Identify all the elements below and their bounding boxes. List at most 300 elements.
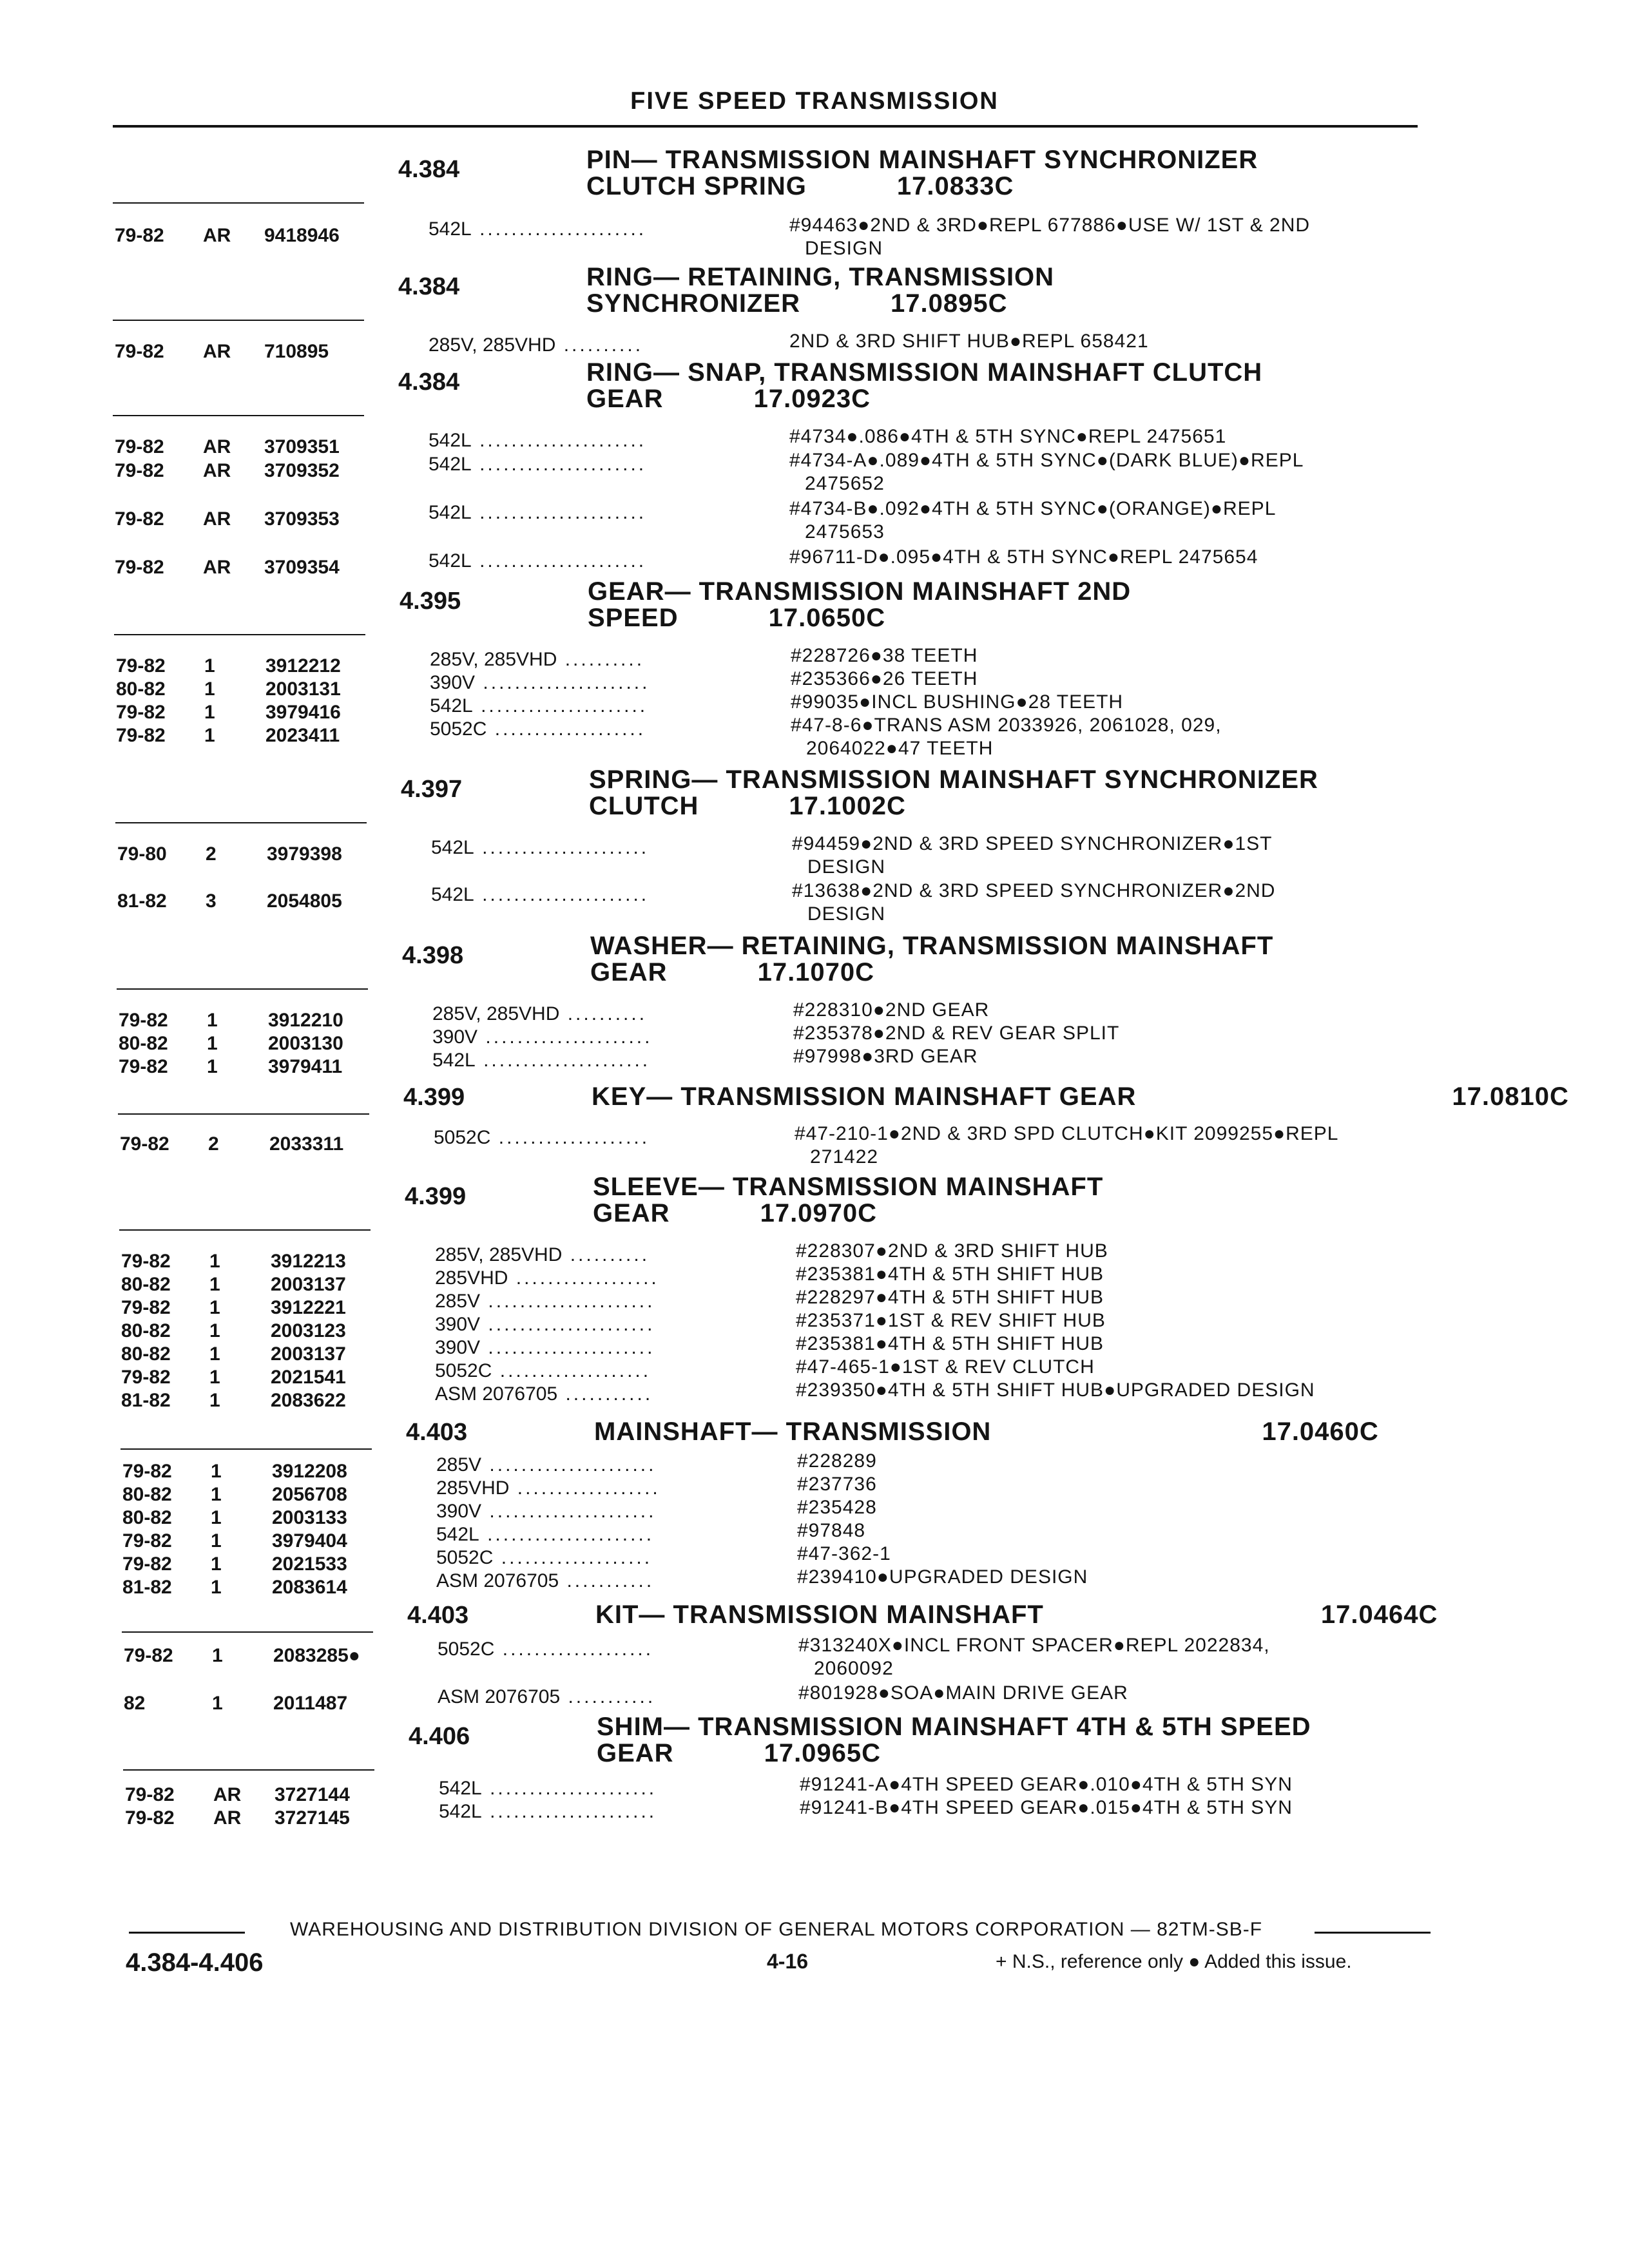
row-models-text: 5052C [434, 1127, 491, 1148]
section-title [595, 1602, 1438, 1628]
section-title-line: SPRING— TRANSMISSION MAINSHAFT SYNCHRONIZER [589, 765, 1318, 794]
row-years: 79-82 [121, 1297, 171, 1318]
row-models-text: 542L [430, 695, 473, 716]
description-line: #94459●2ND & 3RD SPEED SYNCHRONIZER●1ST [792, 833, 1273, 854]
row-description [798, 1634, 1270, 1680]
row-years: 79-82 [122, 1553, 172, 1575]
footer-rule-left [129, 1932, 245, 1934]
row-years: 79-82 [125, 1784, 175, 1805]
description-line: #94463●2ND & 3RD●REPL 677886●USE W/ 1ST & 2ND [789, 215, 1311, 236]
leader-dots: ................... [487, 718, 646, 740]
row-quantity: AR [203, 225, 231, 246]
section-rule [114, 634, 365, 635]
row-description [797, 1450, 877, 1473]
row-part-number: 2011487 [273, 1693, 348, 1714]
row-description [797, 1519, 865, 1542]
section-title-line: PIN— TRANSMISSION MAINSHAFT SYNCHRONIZER [586, 146, 1258, 174]
row-quantity: 1 [211, 1484, 222, 1505]
row-quantity: AR [203, 341, 231, 362]
leader-dots: ..................... [474, 837, 650, 858]
row-models-text: 542L [429, 430, 472, 451]
section-number: 4.398 [402, 942, 464, 969]
row-models [429, 550, 754, 573]
section-title-line: MAINSHAFT— TRANSMISSION 17.0460C [594, 1418, 1379, 1446]
leader-dots: .......... [562, 1244, 650, 1265]
row-part-number: 3979411 [268, 1056, 343, 1077]
leader-dots: ........... [557, 1383, 653, 1405]
section-title [586, 147, 1258, 200]
row-part-number: 2033311 [269, 1133, 344, 1155]
section-rule [119, 1229, 371, 1231]
row-years: 80-82 [122, 1507, 172, 1528]
description-line: #228297●4TH & 5TH SHIFT HUB [796, 1287, 1104, 1308]
row-years: 79-82 [116, 655, 166, 677]
row-part-number: 2054805 [267, 890, 342, 912]
row-models-text: 542L [429, 550, 472, 572]
row-years: 79-82 [125, 1807, 175, 1829]
row-years: 79-82 [115, 557, 164, 578]
section-title [590, 933, 1273, 986]
leader-dots: ................... [492, 1360, 651, 1381]
section-title-line: CLUTCH 17.1002C [589, 792, 906, 820]
row-models-text: 542L [439, 1801, 482, 1822]
row-description [796, 1240, 1108, 1263]
row-models [436, 1546, 762, 1570]
row-years: 81-82 [122, 1577, 172, 1598]
row-description [789, 425, 1226, 448]
row-models [432, 1003, 758, 1026]
row-models [436, 1523, 762, 1546]
section-rule [113, 415, 364, 416]
leader-dots: ..................... [471, 218, 647, 240]
row-quantity: 1 [209, 1320, 220, 1341]
row-quantity: 1 [204, 702, 215, 723]
section-code: 17.0923C [753, 385, 871, 413]
row-part-number: 3912210 [268, 1010, 343, 1031]
leader-dots: ........... [559, 1570, 655, 1591]
row-quantity: 1 [209, 1274, 220, 1295]
row-description [796, 1309, 1106, 1332]
row-models-text: 5052C [430, 718, 487, 740]
description-line: #235378●2ND & REV GEAR SPLIT [793, 1023, 1120, 1044]
section-rule [115, 822, 367, 823]
description-line: #228726●38 TEETH [791, 645, 978, 666]
row-part-number: 2023411 [265, 725, 340, 746]
row-models [429, 218, 754, 241]
row-models-text: 390V [430, 672, 476, 693]
row-part-number: 9418946 [264, 225, 340, 246]
description-line: #228289 [797, 1450, 877, 1472]
row-quantity: 1 [207, 1010, 218, 1031]
section-number: 4.395 [400, 588, 461, 615]
row-quantity: 1 [207, 1056, 218, 1077]
leader-dots: ................... [490, 1127, 650, 1148]
row-quantity: 1 [211, 1461, 222, 1482]
leader-dots: .......... [557, 649, 645, 670]
description-line: #237736 [797, 1474, 877, 1495]
row-models-text: 285V, 285VHD [429, 334, 556, 356]
description-line: #235428 [797, 1497, 877, 1518]
row-models [435, 1336, 760, 1360]
row-part-number: 2021533 [272, 1553, 347, 1575]
section-title-line: GEAR 17.0970C [593, 1199, 878, 1227]
row-models-text: 285VHD [436, 1477, 510, 1499]
leader-dots: ..................... [471, 430, 647, 451]
row-years: 79-82 [122, 1461, 172, 1482]
section-code: 17.0810C [1452, 1082, 1569, 1111]
row-models [429, 501, 754, 524]
row-quantity: 1 [204, 655, 215, 677]
row-part-number: 710895 [264, 341, 329, 362]
row-part-number: 3709354 [264, 557, 340, 578]
row-models-text: 285V, 285VHD [430, 649, 557, 670]
description-line: 2ND & 3RD SHIFT HUB●REPL 658421 [789, 331, 1149, 352]
row-part-number: 2003137 [271, 1343, 346, 1365]
row-years: 80-82 [121, 1320, 171, 1341]
description-line: #228307●2ND & 3RD SHIFT HUB [796, 1240, 1108, 1262]
row-years: 82 [124, 1693, 146, 1714]
row-years: 79-82 [115, 508, 164, 530]
description-line: #239410●UPGRADED DESIGN [797, 1566, 1088, 1588]
row-quantity: 2 [208, 1133, 219, 1155]
row-description [789, 449, 1304, 495]
row-years: 79-82 [115, 225, 164, 246]
row-models [435, 1244, 760, 1267]
section-number: 4.397 [401, 776, 463, 803]
row-models-text: 542L [436, 1524, 479, 1545]
section-code: 17.1002C [789, 792, 906, 820]
description-line: 2064022●47 TEETH [806, 738, 994, 759]
description-line: #13638●2ND & 3RD SPEED SYNCHRONIZER●2ND [792, 880, 1276, 901]
row-models [436, 1477, 762, 1500]
row-models [439, 1800, 764, 1823]
row-years: 79-82 [116, 702, 166, 723]
row-part-number: 3709353 [264, 508, 340, 530]
description-line: #47-8-6●TRANS ASM 2033926, 2061028, 029, [791, 715, 1222, 736]
description-line: #801928●SOA●MAIN DRIVE GEAR [798, 1682, 1128, 1704]
row-quantity: 1 [209, 1367, 220, 1388]
section-title-line: SHIM— TRANSMISSION MAINSHAFT 4TH & 5TH SPEED [597, 1713, 1311, 1741]
row-models [439, 1777, 764, 1800]
description-line: 2475652 [805, 473, 885, 494]
description-line: #4734-A●.089●4TH & 5TH SYNC●(DARK BLUE)●REPL [789, 450, 1304, 471]
row-models [436, 1570, 762, 1593]
row-models-text: 285VHD [435, 1267, 508, 1289]
row-description [796, 1332, 1104, 1356]
leader-dots: ..................... [471, 550, 647, 572]
row-quantity: 1 [204, 725, 215, 746]
leader-dots: ..................... [479, 1524, 655, 1545]
row-years: 79-82 [115, 436, 164, 457]
row-description [797, 1473, 877, 1496]
section-code: 17.0460C [1262, 1418, 1379, 1446]
description-line: #91241-A●4TH SPEED GEAR●.010●4TH & 5TH SYN [800, 1774, 1293, 1795]
description-line: DESIGN [807, 856, 886, 878]
section-title [594, 1419, 1379, 1445]
row-models [438, 1686, 763, 1709]
description-line: #97998●3RD GEAR [793, 1046, 978, 1067]
section-title-line: KIT— TRANSMISSION MAINSHAFT 17.0464C [595, 1600, 1438, 1629]
leader-dots: ..................... [475, 672, 650, 693]
row-years: 79-82 [116, 725, 166, 746]
section-rule [118, 1113, 369, 1115]
leader-dots: ..................... [481, 1454, 657, 1475]
row-part-number: 3727145 [275, 1807, 350, 1829]
row-models-text: ASM 2076705 [435, 1383, 558, 1405]
row-years: 79-82 [121, 1251, 171, 1272]
leader-dots: ..................... [481, 1778, 657, 1799]
row-models [432, 1049, 758, 1072]
leader-dots: ........... [560, 1686, 656, 1707]
row-part-number: 2083285● [273, 1645, 360, 1666]
row-description [798, 1682, 1128, 1705]
description-line: #99035●INCL BUSHING●28 TEETH [791, 691, 1124, 713]
row-models [431, 883, 757, 907]
section-title [593, 1174, 1103, 1227]
row-description [800, 1796, 1293, 1820]
section-code: 17.0970C [760, 1199, 878, 1227]
section-title-line: WASHER— RETAINING, TRANSMISSION MAINSHAFT [590, 932, 1274, 960]
row-years: 79-82 [122, 1530, 172, 1552]
row-models [429, 334, 754, 357]
section-number: 4.399 [405, 1183, 467, 1210]
row-years: 80-82 [122, 1484, 172, 1505]
row-description [793, 1022, 1119, 1045]
row-years: 80-82 [119, 1033, 168, 1054]
section-code: 17.0464C [1320, 1600, 1438, 1629]
row-part-number: 2003130 [268, 1033, 343, 1054]
row-description [797, 1542, 891, 1566]
description-line: 2060092 [814, 1658, 894, 1679]
description-line: #4734●.086●4TH & 5TH SYNC●REPL 2475651 [789, 426, 1227, 447]
row-quantity: 1 [212, 1645, 223, 1666]
section-rule [117, 988, 368, 990]
row-part-number: 3727144 [275, 1784, 350, 1805]
section-code: 17.0965C [764, 1739, 882, 1767]
description-line: #235366●26 TEETH [791, 668, 978, 689]
row-models-text: 542L [432, 1050, 476, 1071]
row-part-number: 3912213 [271, 1251, 346, 1272]
row-part-number: 3912221 [271, 1297, 346, 1318]
row-years: 79-82 [124, 1645, 173, 1666]
row-models-text: 542L [429, 454, 472, 475]
section-title-line: SPEED 17.0650C [588, 604, 886, 632]
row-description [789, 497, 1276, 544]
description-line: 2475653 [805, 521, 885, 543]
leader-dots: ..................... [480, 1337, 655, 1358]
description-line: #228310●2ND GEAR [793, 999, 990, 1021]
row-years: 81-82 [117, 890, 167, 912]
row-part-number: 2003137 [271, 1274, 346, 1295]
row-models [436, 1454, 762, 1477]
leader-dots: ..................... [471, 502, 647, 523]
row-description [796, 1286, 1104, 1309]
row-models-text: 542L [431, 884, 474, 905]
section-title [589, 767, 1318, 820]
row-description [792, 832, 1272, 879]
leader-dots: ..................... [481, 1501, 657, 1522]
row-models-text: 542L [439, 1778, 482, 1799]
leader-dots: ..................... [475, 1050, 651, 1071]
row-models [429, 453, 754, 476]
footer-legend: + N.S., reference only ● Added this issue. [996, 1951, 1352, 1972]
row-quantity: 1 [211, 1530, 222, 1552]
description-line: #47-465-1●1ST & REV CLUTCH [796, 1356, 1095, 1378]
row-models [430, 695, 755, 718]
row-models-text: ASM 2076705 [438, 1686, 561, 1707]
row-models [430, 718, 755, 741]
row-description [797, 1496, 877, 1519]
row-models-text: 5052C [438, 1639, 495, 1660]
row-part-number: 2021541 [271, 1367, 346, 1388]
row-years: 80-82 [121, 1274, 171, 1295]
row-part-number: 3709352 [264, 460, 340, 481]
footer-publisher: WAREHOUSING AND DISTRIBUTION DIVISION OF GENERAL MOTORS CORPORATION — 82TM-SB-F [290, 1919, 1263, 1940]
leader-dots: ..................... [471, 454, 647, 475]
row-description [789, 214, 1310, 260]
row-description [793, 999, 989, 1022]
row-quantity: 1 [211, 1577, 222, 1598]
row-quantity: 1 [211, 1553, 222, 1575]
leader-dots: ..................... [481, 1801, 657, 1822]
row-part-number: 3979398 [267, 843, 342, 865]
leader-dots: ................... [494, 1639, 654, 1660]
section-number: 4.399 [403, 1084, 465, 1111]
leader-dots: ................... [493, 1547, 653, 1568]
row-quantity: 2 [206, 843, 217, 865]
row-quantity: AR [203, 436, 231, 457]
row-quantity: 1 [209, 1390, 220, 1411]
row-part-number: 2083614 [272, 1577, 347, 1598]
section-title-line: SLEEVE— TRANSMISSION MAINSHAFT [593, 1173, 1104, 1201]
section-code: 17.1070C [757, 958, 875, 986]
row-quantity: 1 [207, 1033, 218, 1054]
section-title-line: GEAR 17.1070C [590, 958, 875, 986]
row-part-number: 3979404 [272, 1530, 347, 1552]
row-years: 80-82 [116, 678, 166, 700]
section-code: 17.0895C [891, 289, 1008, 318]
row-description [789, 330, 1149, 353]
page-title: FIVE SPEED TRANSMISSION [630, 88, 999, 115]
row-part-number: 3979416 [265, 702, 341, 723]
section-number: 4.384 [398, 273, 460, 300]
section-number: 4.403 [406, 1419, 468, 1446]
row-quantity: 1 [204, 678, 215, 700]
row-part-number: 2003123 [271, 1320, 346, 1341]
row-models-text: 285V, 285VHD [432, 1003, 560, 1024]
row-description [793, 1045, 978, 1068]
row-description [792, 879, 1275, 926]
description-line: DESIGN [805, 238, 883, 259]
row-models [432, 1026, 758, 1049]
section-title [588, 579, 1131, 631]
section-title [586, 360, 1262, 412]
row-part-number: 3912212 [265, 655, 341, 677]
row-years: 81-82 [121, 1390, 171, 1411]
leader-dots: ..................... [474, 884, 650, 905]
row-models-text: 390V [432, 1026, 478, 1048]
row-models [436, 1500, 762, 1523]
row-quantity: 1 [209, 1343, 220, 1365]
description-line: #239350●4TH & 5TH SHIFT HUB●UPGRADED DESIGN [796, 1379, 1315, 1401]
row-quantity: 1 [209, 1297, 220, 1318]
row-models-text: 285V [435, 1291, 481, 1312]
row-years: 79-82 [121, 1367, 171, 1388]
description-line: #97848 [797, 1520, 866, 1541]
section-rule [113, 320, 364, 321]
row-quantity: 3 [206, 890, 217, 912]
section-title-line: CLUTCH SPRING 17.0833C [586, 172, 1014, 200]
row-models [438, 1638, 763, 1661]
row-part-number: 3709351 [264, 436, 340, 457]
row-description [797, 1566, 1088, 1589]
leader-dots: .................. [509, 1477, 660, 1499]
row-models-text: 285V, 285VHD [435, 1244, 563, 1265]
row-years: 79-80 [117, 843, 167, 865]
row-years: 79-82 [119, 1010, 168, 1031]
row-part-number: 2003133 [272, 1507, 347, 1528]
description-line: #47-210-1●2ND & 3RD SPD CLUTCH●KIT 2099255●REPL [795, 1123, 1339, 1144]
section-title [586, 264, 1054, 317]
leader-dots: .................. [508, 1267, 659, 1289]
section-title [597, 1714, 1311, 1767]
row-years: 79-82 [120, 1133, 169, 1155]
row-models-text: ASM 2076705 [436, 1570, 559, 1591]
row-models [435, 1290, 760, 1313]
row-models [430, 648, 755, 671]
row-years: 79-82 [115, 460, 164, 481]
row-models-text: 542L [431, 837, 474, 858]
section-code: 17.0833C [896, 172, 1014, 200]
footer-section-range: 4.384-4.406 [126, 1948, 264, 1977]
section-title-line: RING— SNAP, TRANSMISSION MAINSHAFT CLUTCH [586, 358, 1263, 387]
footer-page-number: 4-16 [767, 1950, 809, 1973]
row-models-text: 285V [436, 1454, 482, 1475]
section-rule [123, 1769, 374, 1771]
footer-rule-right [1315, 1932, 1431, 1934]
row-quantity: AR [213, 1807, 242, 1829]
row-models [435, 1313, 760, 1336]
section-rule [120, 1448, 372, 1450]
leader-dots: ..................... [480, 1314, 655, 1335]
row-models-text: 5052C [436, 1547, 494, 1568]
section-title-line: GEAR— TRANSMISSION MAINSHAFT 2ND [588, 577, 1132, 606]
row-part-number: 2056708 [272, 1484, 347, 1505]
section-title-line: KEY— TRANSMISSION MAINSHAFT GEAR 17.0810C [592, 1082, 1569, 1111]
leader-dots: ..................... [480, 1291, 655, 1312]
description-line: #313240X●INCL FRONT SPACER●REPL 2022834, [798, 1635, 1270, 1656]
row-quantity: AR [203, 460, 231, 481]
row-models [435, 1267, 760, 1290]
row-part-number: 3912208 [272, 1461, 347, 1482]
row-description [791, 644, 978, 668]
description-line: #235381●4TH & 5TH SHIFT HUB [796, 1333, 1104, 1354]
row-quantity: AR [213, 1784, 242, 1805]
row-models [431, 836, 757, 860]
leader-dots: .......... [555, 334, 644, 356]
section-number: 4.384 [398, 156, 460, 183]
row-years: 79-82 [115, 341, 164, 362]
section-number: 4.384 [398, 369, 460, 396]
row-models-text: 390V [436, 1501, 482, 1522]
section-code: 17.0650C [768, 604, 886, 632]
row-description [791, 691, 1123, 714]
description-line: #4734-B●.092●4TH & 5TH SYNC●(ORANGE)●REPL [789, 498, 1277, 519]
row-description [795, 1122, 1339, 1169]
description-line: #91241-B●4TH SPEED GEAR●.015●4TH & 5TH SYN [800, 1797, 1293, 1818]
row-models-text: 542L [429, 502, 472, 523]
row-models-text: 5052C [435, 1360, 492, 1381]
